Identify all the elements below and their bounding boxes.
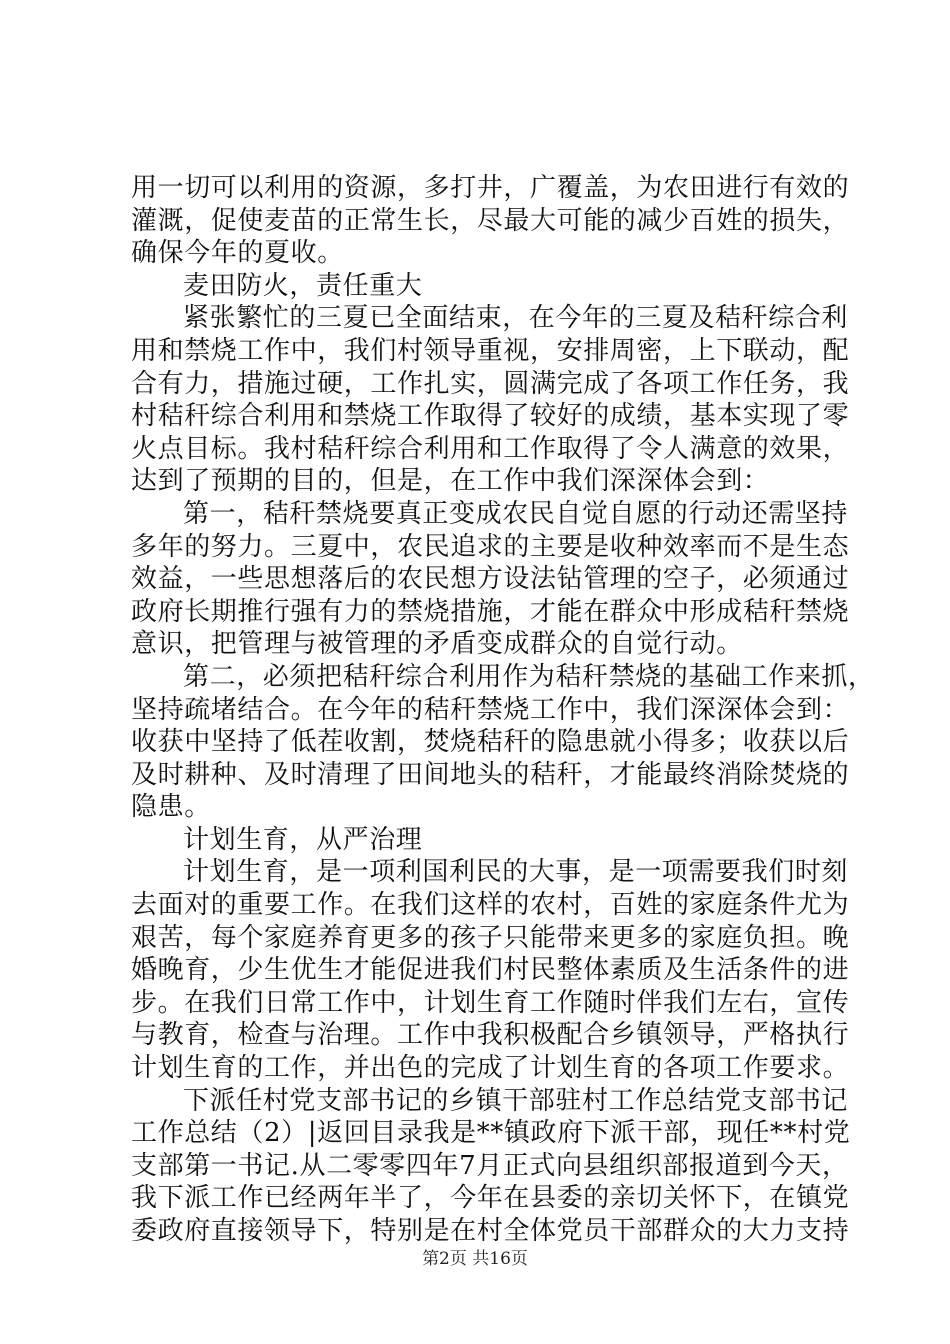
text-line: 与教育，检查与治理。工作中我积极配合乡镇领导，严格执行 <box>131 1020 850 1051</box>
text-line: 婚晚育，少生优生才能促进我们村民整体素质及生活条件的进 <box>131 955 850 986</box>
text-line: 达到了预期的目的，但是，在工作中我们深深体会到： <box>131 466 770 497</box>
text-line: 紧张繁忙的三夏已全面结束，在今年的三夏及秸秆综合利 <box>183 303 849 334</box>
text-line: 下派任村党支部书记的乡镇干部驻村工作总结党支部书记 <box>183 1085 849 1116</box>
text-line: 及时耕种、及时清理了田间地头的秸秆，才能最终消除焚烧的 <box>131 759 850 790</box>
text-line: 收获中坚持了低茬收割，焚烧秸秆的隐患就小得多；收获以后 <box>131 727 850 758</box>
text-line: 我下派工作已经两年半了，今年在县委的亲切关怀下，在镇党 <box>131 1183 850 1214</box>
text-line: 步。在我们日常工作中，计划生育工作随时伴我们左右，宣传 <box>131 987 850 1018</box>
text-line: 艰苦，每个家庭养育更多的孩子只能带来更多的家庭负担。晚 <box>131 922 850 953</box>
text-line: 合有力，措施过硬，工作扎实，圆满完成了各项工作任务，我 <box>131 368 850 399</box>
text-line: 意识，把管理与被管理的矛盾变成群众的自觉行动。 <box>131 629 743 660</box>
text-line: 确保今年的夏收。 <box>131 238 344 269</box>
text-line: 用一切可以利用的资源，多打井，广覆盖，为农田进行有效的 <box>131 173 850 203</box>
text-line: 第二，必须把秸秆综合利用作为秸秆禁烧的基础工作来抓， <box>183 661 875 692</box>
text-line: 委政府直接领导下，特别是在村全体党员干部群众的大力支持 <box>131 1216 850 1246</box>
text-line: 工作总结（2）|返回目录我是**镇政府下派干部，现任**村党 <box>131 1118 851 1149</box>
section-heading: 麦田防火，责任重大 <box>183 270 423 301</box>
text-line: 隐患。 <box>131 792 211 823</box>
text-line: 用和禁烧工作中，我们村领导重视，安排周密，上下联动，配 <box>131 335 850 366</box>
text-line: 第一，秸秆禁烧要真正变成农民自觉自愿的行动还需坚持 <box>183 498 849 529</box>
text-line: 去面对的重要工作。在我们这样的农村，百姓的家庭条件尤为 <box>131 890 850 921</box>
text-line: 计划生育的工作，并出色的完成了计划生育的各项工作要求。 <box>131 1053 850 1084</box>
text-line: 多年的努力。三夏中，农民追求的主要是收种效率而不是生态 <box>131 531 850 562</box>
page-number: 第2页 共16页 <box>422 1249 528 1269</box>
document-body <box>131 172 875 1248</box>
section-heading: 计划生育，从严治理 <box>183 824 423 855</box>
text-line: 支部第一书记.从二零零四年7月正式向县组织部报道到今天， <box>131 1150 849 1181</box>
text-line: 坚持疏堵结合。在今年的秸秆禁烧工作中，我们深深体会到： <box>131 694 850 725</box>
text-line: 计划生育，是一项利国利民的大事，是一项需要我们时刻 <box>183 857 849 888</box>
text-line: 灌溉，促使麦苗的正常生长，尽最大可能的减少百姓的损失， <box>131 205 850 236</box>
text-line: 村秸秆综合利用和禁烧工作取得了较好的成绩，基本实现了零 <box>131 401 850 432</box>
text-line: 效益，一些思想落后的农民想方设法钻管理的空子，必须通过 <box>131 564 850 595</box>
text-line: 政府长期推行强有力的禁烧措施，才能在群众中形成秸秆禁烧 <box>131 596 850 627</box>
text-line: 火点目标。我村秸秆综合利用和工作取得了令人满意的效果， <box>131 433 850 464</box>
